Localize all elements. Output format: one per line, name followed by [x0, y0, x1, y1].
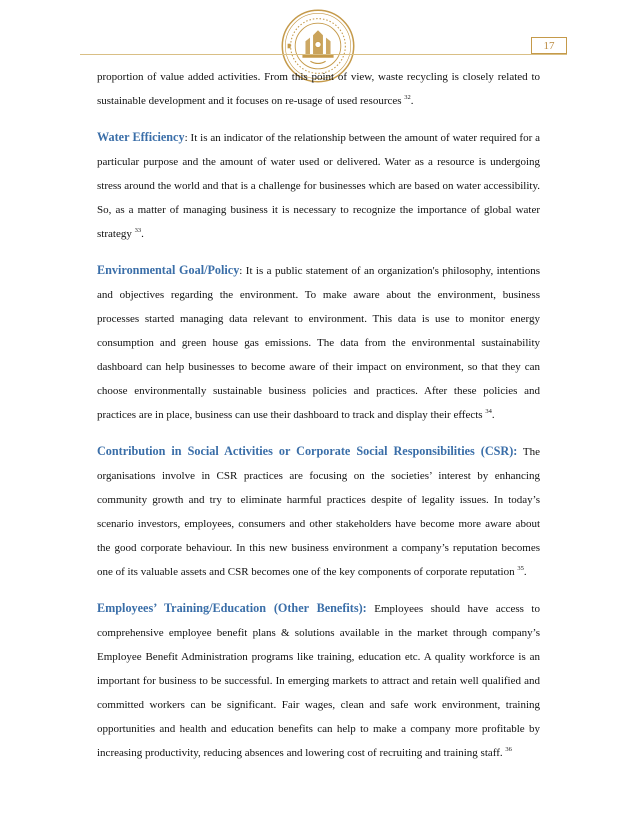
paragraph-end: .: [523, 566, 527, 579]
document-body: [97, 64, 540, 777]
paragraph-end: .: [410, 95, 414, 108]
paragraph: [97, 125, 540, 246]
footnote-ref: 36: [505, 746, 512, 754]
paragraph: [97, 64, 540, 113]
paragraph-heading: Environmental Goal/Policy: [97, 262, 240, 277]
footnote-ref: 34: [485, 408, 492, 416]
paragraph-end: .: [491, 409, 495, 422]
footnote-ref: 33: [134, 227, 142, 235]
footnote-ref: 35: [517, 565, 524, 573]
paragraph-text: proportion of value added activities. From this point of view, waste recycling is closely related to sustainable development and it focuses on re-usage of used resources: [97, 71, 540, 108]
heading-separator: :: [184, 131, 191, 144]
paragraph: [97, 258, 540, 428]
paragraph-heading: Water Efficiency: [97, 129, 185, 144]
paragraph-text: It is an indicator of the relationship between the amount of water required for a particular purpose and the amount of water used or delivered. Water as a resource is undergoing stress around the world and that is a challenge for businesses which are based on water accessibility. So, as a matter of managing business it is necessary to recognize the importance of global water strategy: [97, 131, 540, 241]
paragraph: [97, 596, 540, 766]
header-rule: [80, 54, 567, 55]
paragraph: [97, 439, 540, 585]
paragraph-text: Employees should have access to comprehensive employee benefit plans & solutions available in the market through company’s Employee Benefit Administration programs like training, education etc. A quality workforce is an important for business to be successful. In emerging markets to attract and retain well qualified and committed workers can be significant. Fair wages, clean and safe work environment, training opportunities and health and education benefits can help to make a company more profitable by increasing productivity, reducing absences and lowering cost of recruiting and training staff.: [97, 602, 540, 760]
page-number: 17: [531, 37, 567, 54]
paragraph-heading: Contribution in Social Activities or Corporate Social Responsibilities (CSR):: [97, 443, 518, 458]
footnote-ref: 32: [404, 94, 411, 102]
paragraph-end: .: [141, 228, 144, 241]
paragraph-text: The organisations involve in CSR practices are focusing on the societies’ interest by enhancing community growth and try to eliminate harmful practices despite of legality issues. In today’s scenario investors, employees, consumers and other stakeholders have become more aware about the good corporate behaviour. In this new business environment a company’s reputation becomes one of its valuable assets and CSR becomes one of the key components of corporate reputation: [97, 445, 540, 579]
heading-separator: :: [239, 264, 246, 277]
paragraph-heading: Employees’ Training/Education (Other Benefits):: [97, 600, 367, 615]
paragraph-text: It is a public statement of an organization's philosophy, intentions and objectives regarding the environment. To make aware about the environment, business processes started managing data relevant to environment. This data is use to monitor energy consumption and green house gas emissions. The data from the environmental sustainability dashboard can help businesses to become aware of their impact on environment, so that they can choose environmentally sustainable business policies and practices. After these policies and practices are in place, business can use their dashboard to track and display their effects: [97, 264, 540, 422]
